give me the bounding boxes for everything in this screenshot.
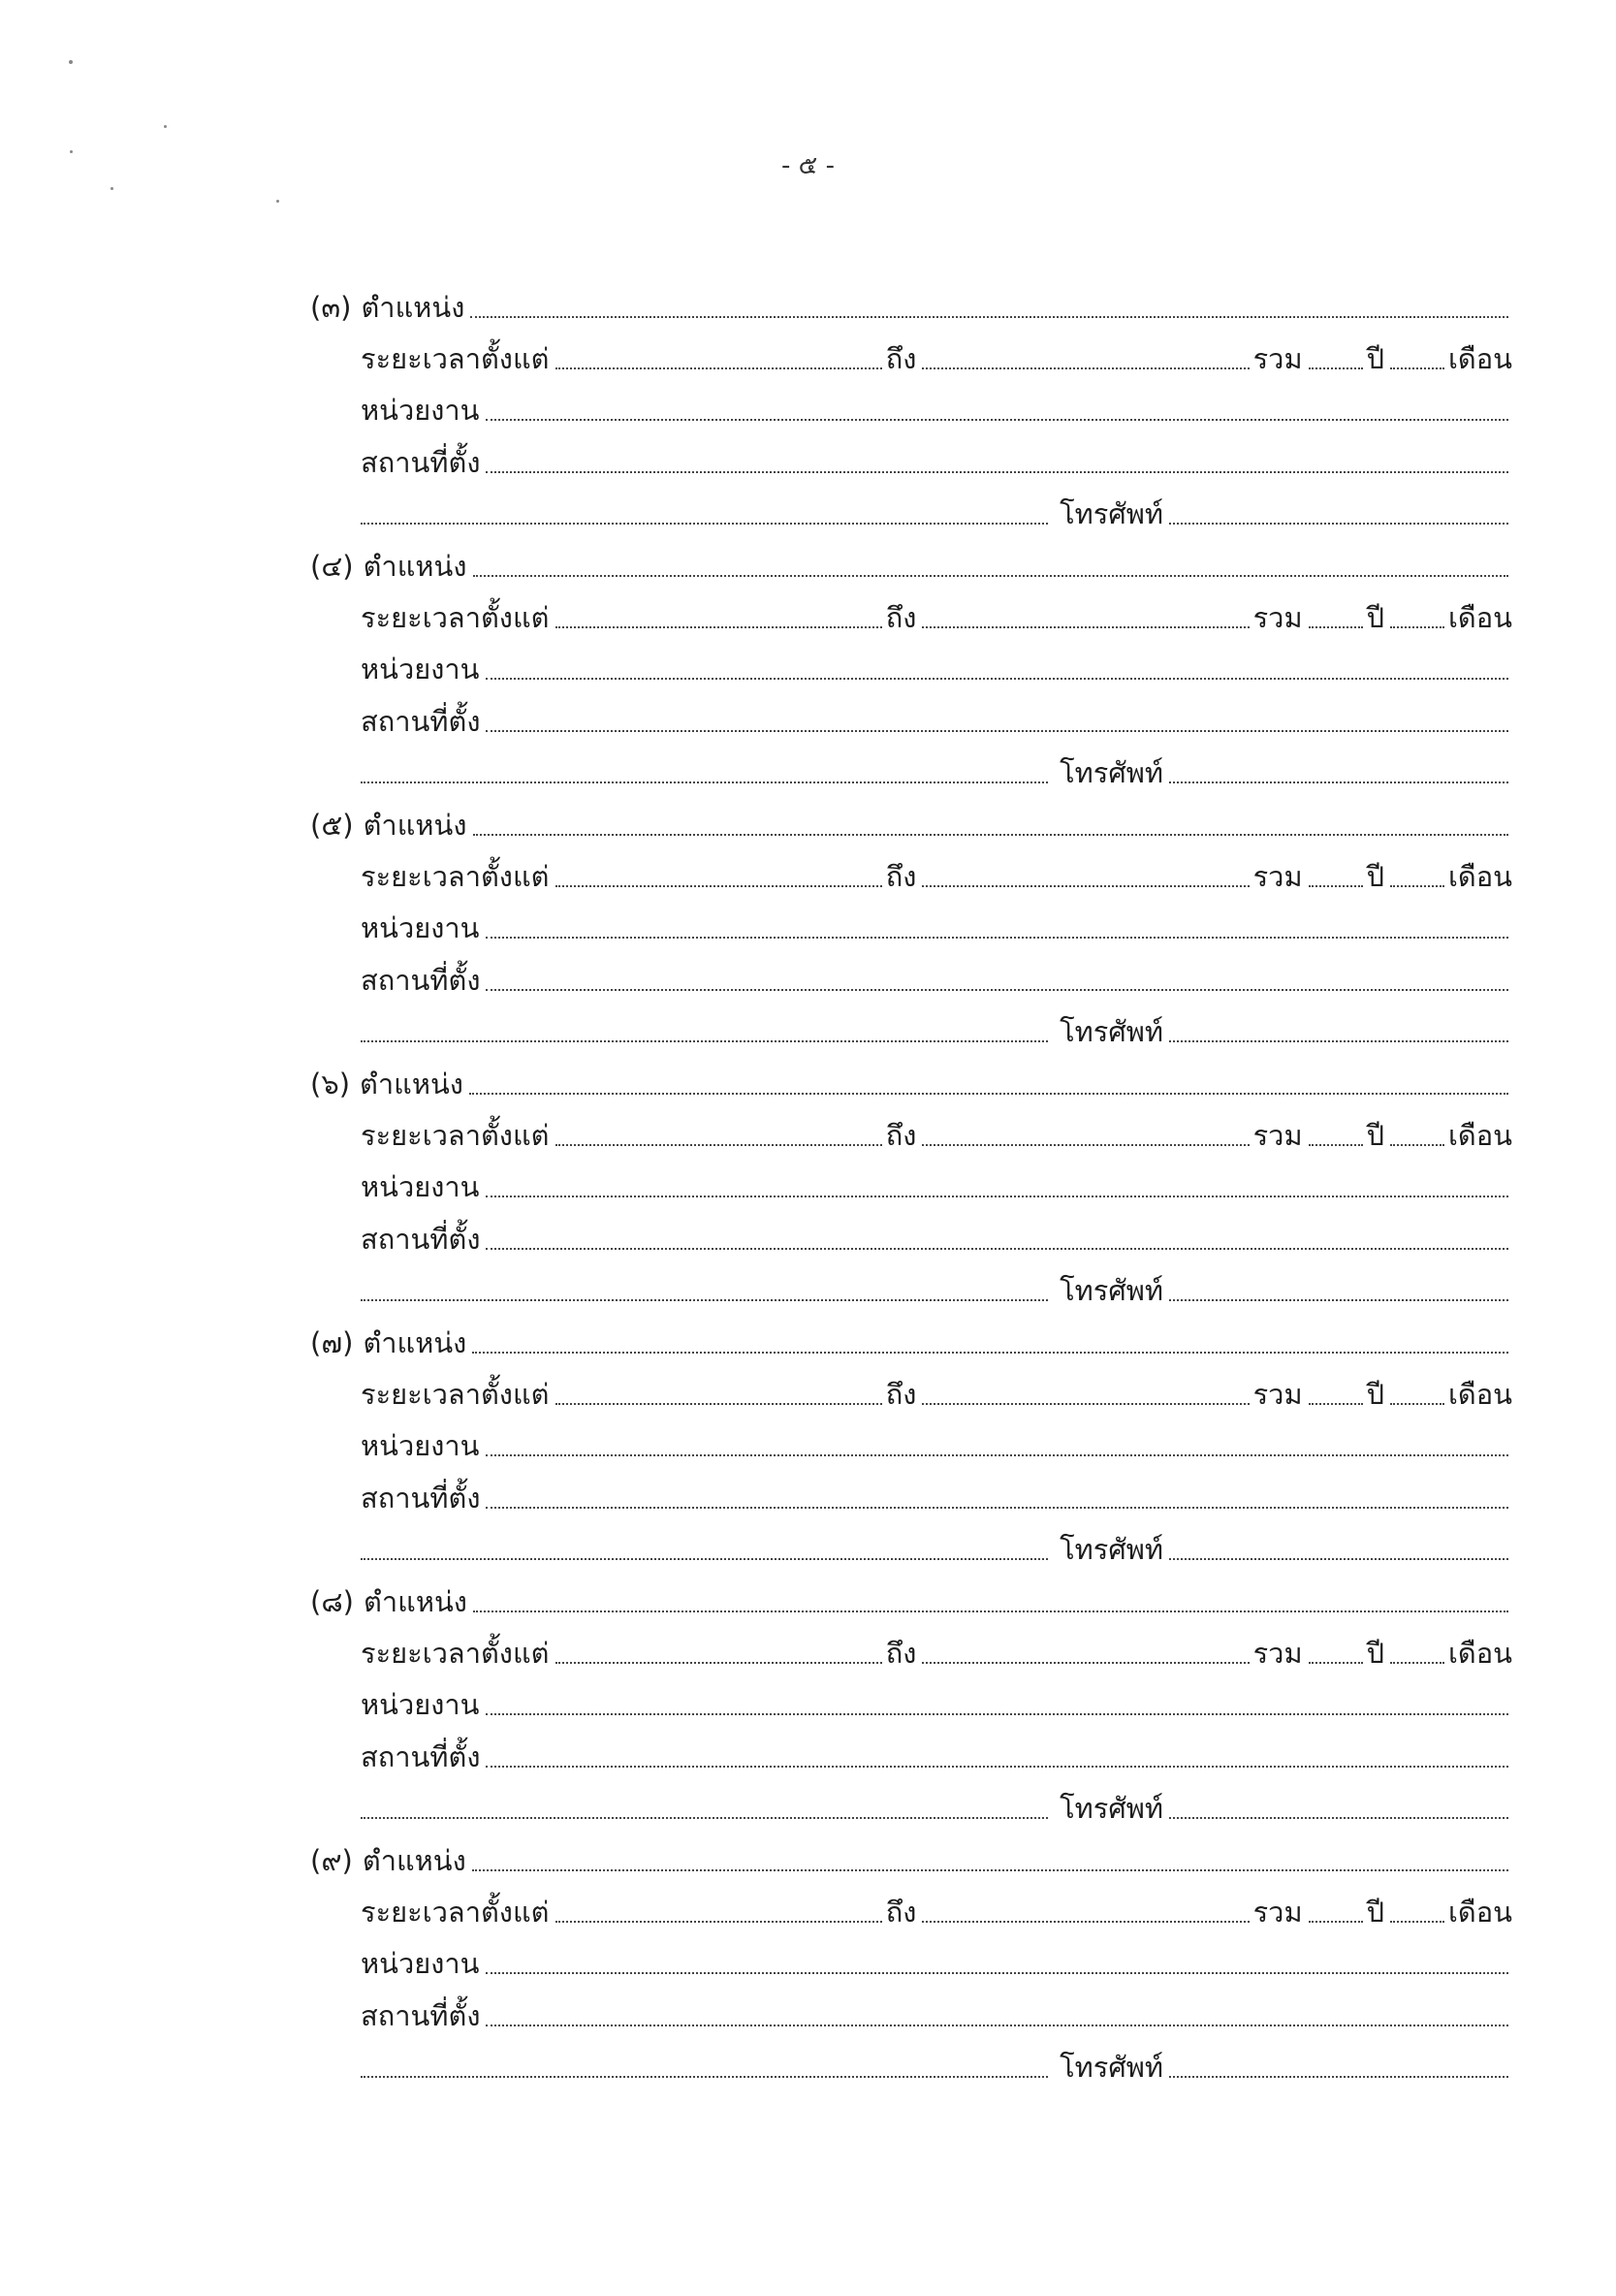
agency-row <box>310 1420 1512 1472</box>
period-row <box>310 1109 1512 1161</box>
period-from-label: ระยะเวลาตั้งแต่ <box>361 1378 550 1412</box>
address-phone-row <box>310 1265 1512 1317</box>
agency-field[interactable] <box>486 1196 1509 1197</box>
location-label: สถานที่ตั้ง <box>361 1998 481 2032</box>
period-from-label: ระยะเวลาตั้งแต่ <box>361 342 550 376</box>
entry-number: (๙) <box>310 1843 353 1877</box>
period-to-field[interactable] <box>922 367 1249 369</box>
position-field[interactable] <box>470 316 1508 318</box>
location-row <box>310 1472 1512 1523</box>
total-years-field[interactable] <box>1309 367 1363 369</box>
phone-field[interactable] <box>1169 1299 1508 1301</box>
total-months-field[interactable] <box>1390 1403 1444 1405</box>
total-label: รวม <box>1252 1896 1303 1929</box>
address-phone-row <box>310 1524 1512 1576</box>
location-label: สถานที่ตั้ง <box>361 704 481 738</box>
location-row <box>310 695 1512 747</box>
total-months-field[interactable] <box>1390 367 1444 369</box>
period-to-field[interactable] <box>922 1662 1249 1664</box>
year-label: ปี <box>1366 1637 1384 1671</box>
year-label: ปี <box>1366 860 1384 894</box>
employment-entry <box>310 1058 1512 1317</box>
employment-entry <box>310 1834 1512 2093</box>
period-row <box>310 591 1512 643</box>
total-months-field[interactable] <box>1390 1662 1444 1664</box>
position-field[interactable] <box>472 1352 1508 1354</box>
agency-label: หน่วยงาน <box>361 653 480 686</box>
location-label: สถานที่ตั้ง <box>361 963 481 997</box>
period-to-field[interactable] <box>922 1144 1249 1146</box>
page-number: - ๕ - <box>781 151 835 180</box>
employment-entry <box>310 281 1512 540</box>
agency-field[interactable] <box>486 1454 1509 1456</box>
year-label: ปี <box>1366 1378 1384 1412</box>
period-from-field[interactable] <box>555 1403 882 1405</box>
agency-row <box>310 644 1512 695</box>
phone-field[interactable] <box>1169 2076 1508 2078</box>
period-from-field[interactable] <box>555 1662 882 1664</box>
period-from-field[interactable] <box>555 1921 882 1923</box>
location-row <box>310 1731 1512 1782</box>
agency-row <box>310 385 1512 436</box>
phone-label: โทรศัพท์ <box>1060 497 1163 531</box>
period-to-field[interactable] <box>922 1403 1249 1405</box>
agency-label: หน่วยงาน <box>361 1170 480 1204</box>
to-label: ถึง <box>885 860 917 894</box>
phone-label: โทรศัพท์ <box>1060 756 1163 790</box>
location-row <box>310 1213 1512 1264</box>
employment-history-form <box>310 281 1512 2093</box>
address-continuation-field[interactable] <box>361 523 1048 525</box>
agency-row <box>310 1162 1512 1213</box>
position-row <box>310 1834 1512 1886</box>
location-field[interactable] <box>486 1766 1508 1768</box>
position-label: ตำแหน่ง <box>363 549 467 583</box>
total-months-field[interactable] <box>1390 885 1444 887</box>
year-label: ปี <box>1366 1119 1384 1153</box>
period-from-label: ระยะเวลาตั้งแต่ <box>361 1637 550 1671</box>
total-years-field[interactable] <box>1309 1921 1363 1923</box>
location-label: สถานที่ตั้ง <box>361 445 481 479</box>
total-years-field[interactable] <box>1309 1403 1363 1405</box>
entry-number: (๔) <box>310 549 354 583</box>
agency-row <box>310 903 1512 954</box>
position-label: ตำแหน่ง <box>362 1843 466 1877</box>
phone-label: โทรศัพท์ <box>1060 1015 1163 1049</box>
location-field[interactable] <box>486 989 1508 991</box>
address-continuation-field[interactable] <box>361 1558 1048 1560</box>
agency-label: หน่วยงาน <box>361 394 480 428</box>
phone-field[interactable] <box>1169 1040 1508 1042</box>
month-label: เดือน <box>1448 1378 1512 1412</box>
period-from-label: ระยะเวลาตั้งแต่ <box>361 601 550 635</box>
address-continuation-field[interactable] <box>361 1299 1048 1301</box>
total-months-field[interactable] <box>1390 626 1444 628</box>
position-label: ตำแหน่ง <box>363 808 467 842</box>
location-field[interactable] <box>486 1507 1508 1509</box>
period-to-field[interactable] <box>922 885 1249 887</box>
total-label: รวม <box>1252 860 1303 894</box>
month-label: เดือน <box>1448 1119 1512 1153</box>
phone-field[interactable] <box>1169 781 1508 783</box>
employment-entry <box>310 540 1512 799</box>
agency-field[interactable] <box>486 419 1509 421</box>
to-label: ถึง <box>885 1378 917 1412</box>
agency-label: หน่วยงาน <box>361 911 480 945</box>
location-field[interactable] <box>486 730 1508 732</box>
month-label: เดือน <box>1448 342 1512 376</box>
period-from-field[interactable] <box>555 1144 882 1146</box>
position-field[interactable] <box>473 1610 1508 1612</box>
location-label: สถานที่ตั้ง <box>361 1222 481 1256</box>
total-label: รวม <box>1252 601 1303 635</box>
agency-label: หน่วยงาน <box>361 1947 480 1981</box>
period-row <box>310 1886 1512 1937</box>
location-field[interactable] <box>486 471 1508 473</box>
address-phone-row <box>310 2042 1512 2093</box>
phone-label: โทรศัพท์ <box>1060 1533 1163 1567</box>
agency-field[interactable] <box>486 937 1509 939</box>
to-label: ถึง <box>885 342 917 376</box>
position-row <box>310 1576 1512 1627</box>
year-label: ปี <box>1366 601 1384 635</box>
location-field[interactable] <box>486 2025 1508 2026</box>
month-label: เดือน <box>1448 860 1512 894</box>
address-continuation-field[interactable] <box>361 1817 1048 1819</box>
address-phone-row <box>310 748 1512 799</box>
position-row <box>310 1317 1512 1368</box>
period-from-field[interactable] <box>555 367 882 369</box>
total-label: รวม <box>1252 1378 1303 1412</box>
phone-label: โทรศัพท์ <box>1060 1274 1163 1308</box>
employment-entry <box>310 1576 1512 1834</box>
total-years-field[interactable] <box>1309 1144 1363 1146</box>
period-row <box>310 1627 1512 1678</box>
month-label: เดือน <box>1448 601 1512 635</box>
entry-number: (๘) <box>310 1584 355 1618</box>
agency-field[interactable] <box>486 678 1509 680</box>
location-field[interactable] <box>486 1248 1508 1250</box>
to-label: ถึง <box>885 1637 917 1671</box>
total-months-field[interactable] <box>1390 1921 1444 1923</box>
location-row <box>310 436 1512 488</box>
period-row <box>310 850 1512 902</box>
phone-label: โทรศัพท์ <box>1060 1792 1163 1826</box>
agency-row <box>310 1679 1512 1731</box>
employment-entry <box>310 799 1512 1058</box>
agency-label: หน่วยงาน <box>361 1429 480 1463</box>
position-row <box>310 799 1512 850</box>
month-label: เดือน <box>1448 1896 1512 1929</box>
phone-field[interactable] <box>1169 523 1508 525</box>
total-years-field[interactable] <box>1309 885 1363 887</box>
total-years-field[interactable] <box>1309 626 1363 628</box>
address-phone-row <box>310 1783 1512 1834</box>
position-label: ตำแหน่ง <box>364 1584 467 1618</box>
total-label: รวม <box>1252 1637 1303 1671</box>
to-label: ถึง <box>885 1896 917 1929</box>
period-from-label: ระยะเวลาตั้งแต่ <box>361 1896 550 1929</box>
agency-field[interactable] <box>486 1972 1509 1974</box>
location-row <box>310 1990 1512 2041</box>
phone-label: โทรศัพท์ <box>1060 2051 1163 2085</box>
total-label: รวม <box>1252 1119 1303 1153</box>
location-label: สถานที่ตั้ง <box>361 1481 481 1515</box>
total-months-field[interactable] <box>1390 1144 1444 1146</box>
position-label: ตำแหน่ง <box>361 290 465 324</box>
period-from-label: ระยะเวลาตั้งแต่ <box>361 1119 550 1153</box>
to-label: ถึง <box>885 1119 917 1153</box>
address-phone-row <box>310 1006 1512 1058</box>
position-row <box>310 540 1512 591</box>
entry-number: (๓) <box>310 290 352 324</box>
position-field[interactable] <box>473 834 1509 836</box>
employment-entry <box>310 1317 1512 1576</box>
phone-field[interactable] <box>1169 1558 1508 1560</box>
location-label: สถานที่ตั้ง <box>361 1739 481 1773</box>
to-label: ถึง <box>885 601 917 635</box>
position-row <box>310 281 1512 333</box>
total-label: รวม <box>1252 342 1303 376</box>
agency-row <box>310 1938 1512 1990</box>
period-to-field[interactable] <box>922 1921 1249 1923</box>
position-field[interactable] <box>472 1869 1508 1871</box>
month-label: เดือน <box>1448 1637 1512 1671</box>
period-from-field[interactable] <box>555 885 882 887</box>
agency-field[interactable] <box>486 1713 1509 1715</box>
position-label: ตำแหน่ง <box>363 1325 467 1359</box>
year-label: ปี <box>1366 342 1384 376</box>
entry-number: (๕) <box>310 808 354 842</box>
agency-label: หน่วยงาน <box>361 1688 480 1722</box>
position-field[interactable] <box>473 575 1509 577</box>
phone-field[interactable] <box>1169 1817 1508 1819</box>
position-row <box>310 1058 1512 1109</box>
period-from-label: ระยะเวลาตั้งแต่ <box>361 860 550 894</box>
position-field[interactable] <box>469 1093 1508 1095</box>
year-label: ปี <box>1366 1896 1384 1929</box>
entry-number: (๗) <box>310 1325 354 1359</box>
period-row <box>310 1368 1512 1419</box>
period-to-field[interactable] <box>922 626 1249 628</box>
address-continuation-field[interactable] <box>361 781 1048 783</box>
address-continuation-field[interactable] <box>361 1040 1048 1042</box>
location-row <box>310 954 1512 1005</box>
total-years-field[interactable] <box>1309 1662 1363 1664</box>
position-label: ตำแหน่ง <box>360 1067 463 1100</box>
address-continuation-field[interactable] <box>361 2076 1048 2078</box>
period-from-field[interactable] <box>555 626 882 628</box>
entry-number: (๖) <box>310 1067 351 1100</box>
address-phone-row <box>310 489 1512 540</box>
period-row <box>310 333 1512 384</box>
